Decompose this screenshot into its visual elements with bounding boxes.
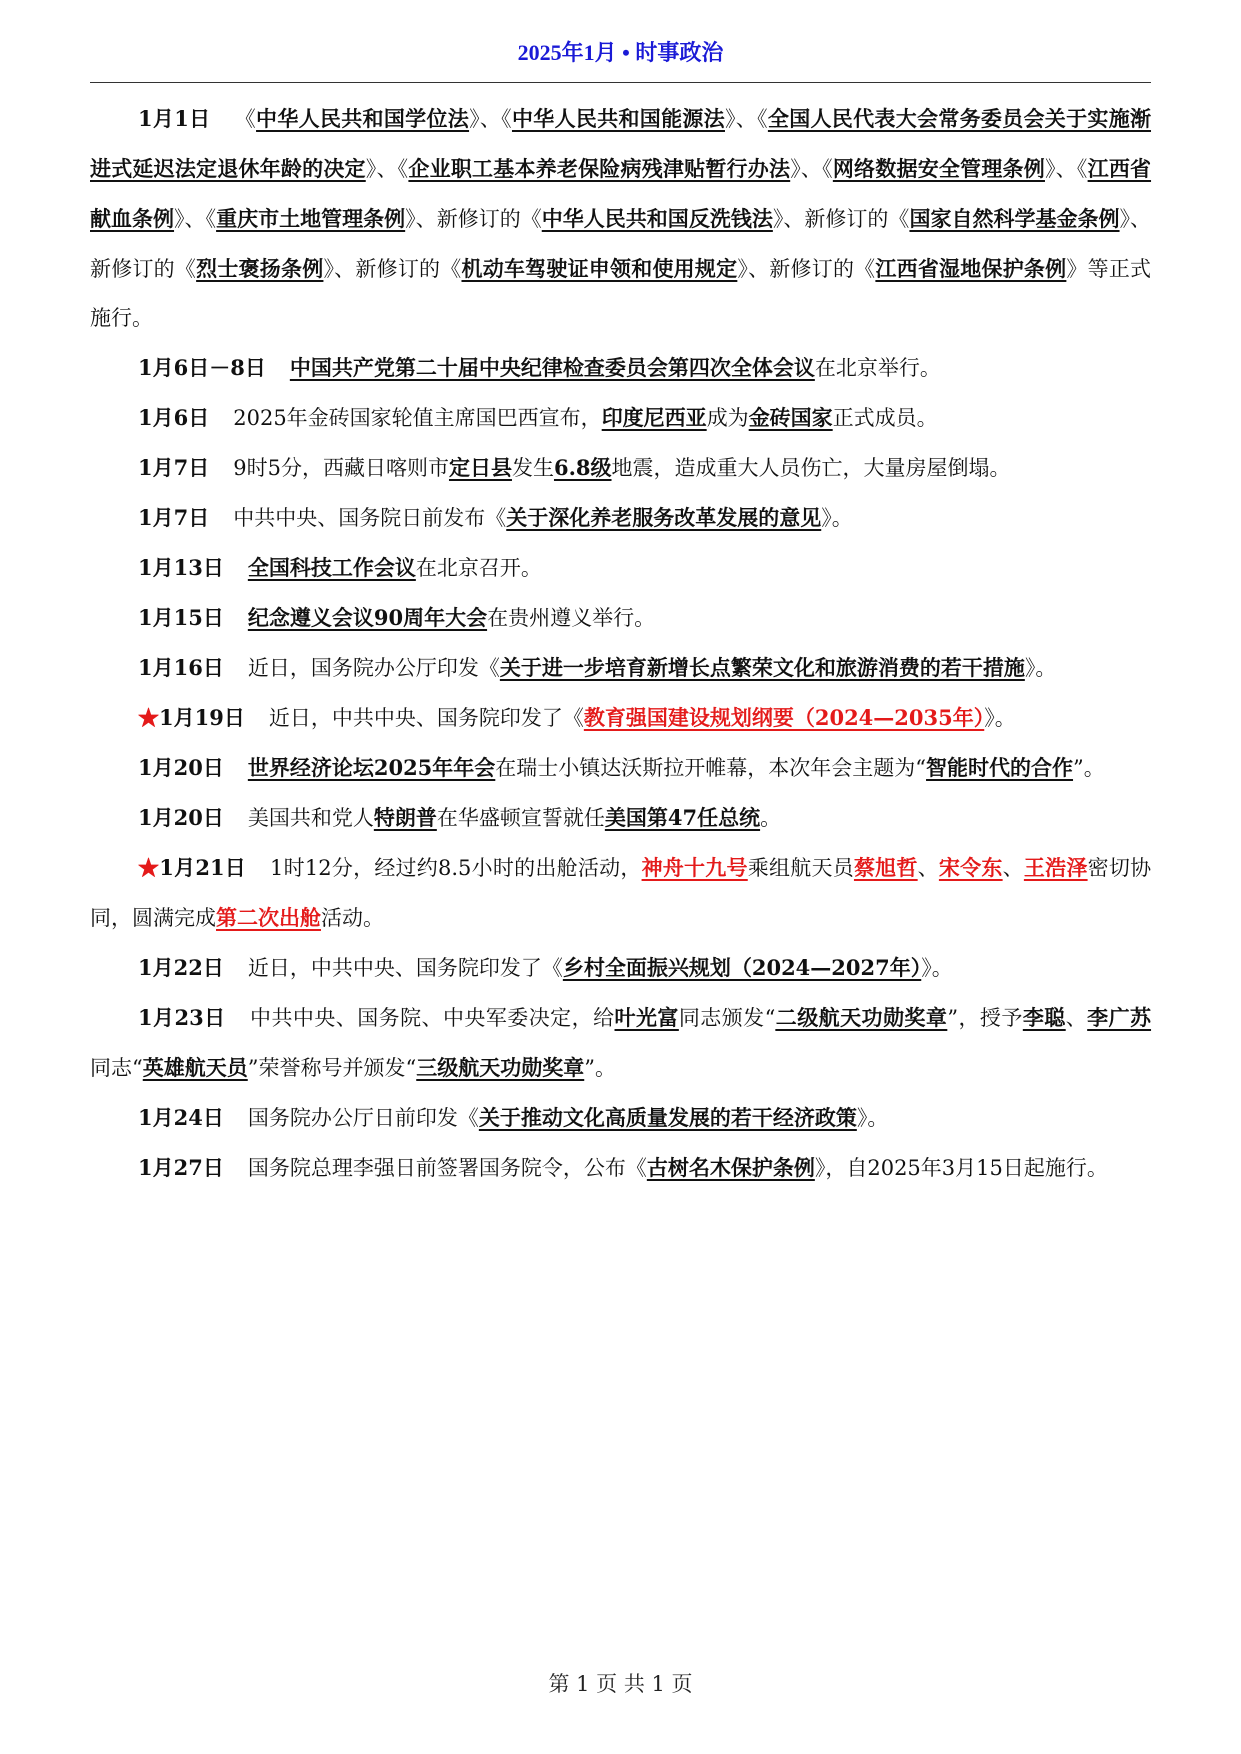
keyword: 关于进一步培育新增长点繁荣文化和旅游消费的若干措施: [499, 655, 1025, 680]
entry-date: 1月1日: [138, 106, 211, 131]
entry-text: 2025年金砖国家轮值主席国巴西宣布，: [233, 406, 602, 430]
keyword: 江西省献血条例: [90, 156, 1152, 231]
news-entry: [90, 843, 1151, 943]
keyword: 机动车驾驶证申领和使用规定: [461, 256, 738, 281]
keyword: 重庆市土地管理条例: [216, 206, 406, 231]
keyword: 三级航天功勋奖章: [416, 1055, 585, 1080]
news-entry: [90, 743, 1151, 793]
entry-text: 在华盛顿宣誓就任: [436, 806, 605, 830]
entry-text: 同志“: [90, 1056, 143, 1080]
news-entry: [90, 343, 1151, 393]
entry-text: 在瑞士小镇达沃斯拉开帷幕，本次年会主题为“: [495, 756, 927, 780]
entry-text: 》。: [821, 506, 853, 530]
entry-text: 活动。: [321, 906, 384, 930]
news-entry: [90, 643, 1151, 693]
entry-text: 中共中央、国务院、中央军委决定，给: [249, 1006, 615, 1030]
keyword: 中华人民共和国能源法: [511, 106, 725, 131]
keyword: 6.8级: [553, 455, 612, 480]
keyword: 关于推动文化高质量发展的若干经济政策: [478, 1105, 857, 1130]
entry-text: 、: [1002, 856, 1024, 880]
news-entry: [90, 1143, 1151, 1193]
news-entry: [90, 543, 1151, 593]
header-divider: [90, 82, 1151, 83]
entry-date: 1月15日: [138, 605, 224, 630]
keyword: 企业职工基本养老保险病残津贴暂行办法: [408, 156, 791, 181]
entry-text: 》、《: [365, 157, 409, 181]
entry-text: 》，自2025年3月15日起施行。: [814, 1156, 1108, 1180]
entry-text: 在贵州遵义举行。: [487, 606, 656, 630]
keyword: 印度尼西亚: [601, 405, 707, 430]
keyword: 李广苏: [1087, 1005, 1152, 1030]
entry-date: 1月23日: [138, 1005, 226, 1030]
keyword: 蔡旭哲: [853, 855, 918, 880]
entry-date: 1月20日: [138, 805, 224, 830]
keyword: 特朗普: [373, 805, 437, 830]
entry-text: 》、《: [469, 107, 512, 131]
entry-date: 1月7日: [138, 505, 210, 530]
entry-text: 同志颁发“: [678, 1006, 776, 1030]
entry-date: 1月27日: [138, 1155, 224, 1180]
entry-text: 、: [1065, 1006, 1088, 1030]
entry-text: ”。: [584, 1056, 616, 1080]
entry-text: 》。: [1024, 656, 1057, 680]
entry-text: 国务院办公厅日前印发《: [247, 1106, 479, 1130]
entry-text: ”，授予: [947, 1006, 1023, 1030]
page-header-title: 2025年1月 • 时事政治: [517, 40, 724, 65]
keyword: 金砖国家: [748, 405, 833, 430]
keyword: 李聪: [1022, 1005, 1066, 1030]
keyword: 二级航天功勋奖章: [775, 1005, 948, 1030]
entry-text: 》、《: [174, 207, 217, 231]
entry-date: 1月19日: [159, 705, 245, 730]
entry-date: 1月22日: [138, 955, 224, 980]
keyword: 教育强国建设规划纲要（2024—2035年）: [583, 705, 985, 730]
keyword: 第二次出舱: [216, 905, 321, 930]
news-entry: [90, 793, 1151, 843]
keyword: 定日县: [448, 455, 512, 480]
entry-text: ”。: [1073, 756, 1105, 780]
entry-text: 》。: [921, 956, 953, 980]
entry-text: 》、《: [724, 107, 768, 131]
news-entry: [90, 94, 1151, 343]
entry-date: 1月20日: [138, 755, 224, 780]
news-entry: [90, 943, 1151, 993]
page-footer: 第 1 页 共 1 页: [548, 1672, 693, 1696]
entry-date: 1月16日: [138, 655, 224, 680]
keyword: 烈士褒扬条例: [196, 256, 324, 281]
keyword: 江西省湿地保护条例: [875, 256, 1067, 281]
entry-text: 》。: [984, 706, 1016, 730]
entry-text: 近日，国务院办公厅印发《: [247, 656, 500, 680]
news-entry: [90, 1093, 1151, 1143]
news-entry: [90, 443, 1151, 493]
entry-text: 9时5分，西藏日喀则市: [233, 456, 449, 480]
entry-text: 美国共和党人: [247, 806, 374, 830]
keyword: 世界经济论坛2025年年会: [247, 755, 496, 780]
entry-text: 密切协同，圆满完成: [90, 856, 1152, 930]
keyword: 关于深化养老服务改革发展的意见: [506, 505, 822, 530]
entry-text: 近日，中共中央、国务院印发了《: [268, 706, 584, 730]
entry-text: 成为: [706, 406, 749, 430]
entry-text: 》、新修订的《: [90, 207, 1152, 281]
keyword: 叶光富: [614, 1005, 679, 1030]
keyword: 乡村全面振兴规划（2024—2027年）: [562, 955, 922, 980]
news-entry: [90, 993, 1151, 1093]
keyword: 智能时代的合作: [926, 755, 1074, 780]
news-entry: [90, 693, 1151, 743]
entry-text: 发生: [511, 456, 554, 480]
keyword: 中国共产党第二十届中央纪律检查委员会第四次全体会议: [289, 355, 815, 380]
entry-text: 》、新修订的《: [737, 257, 876, 281]
entry-text: 1时12分，经过约8.5小时的出舱活动，: [270, 856, 642, 880]
news-entry-list: [90, 94, 1151, 1193]
entry-text: 》等正式施行。: [90, 257, 1152, 330]
keyword: 美国第47任总统: [604, 805, 761, 830]
entry-text: 》、新修订的《: [323, 257, 462, 281]
entry-text: 》、《: [1044, 157, 1088, 181]
entry-text: 《: [234, 107, 257, 131]
keyword: 纪念遵义会议90周年大会: [247, 605, 488, 630]
entry-text: 乘组航天员: [747, 856, 854, 880]
keyword: 中华人民共和国学位法: [256, 106, 470, 131]
entry-text: 、: [917, 856, 939, 880]
star-icon: ★: [138, 705, 159, 730]
keyword: 网络数据安全管理条例: [832, 156, 1045, 181]
entry-text: 正式成员。: [832, 406, 938, 430]
entry-text: ”荣誉称号并颁发“: [247, 1056, 417, 1080]
keyword: 全国人民代表大会常务委员会关于实施渐进式延迟法定退休年龄的决定: [90, 106, 1152, 181]
entry-text: 。: [760, 806, 782, 830]
entry-text: 地震，造成重大人员伤亡，大量房屋倒塌。: [611, 456, 1011, 480]
keyword: 全国科技工作会议: [247, 555, 416, 580]
keyword: 中华人民共和国反洗钱法: [541, 206, 773, 231]
entry-text: 在北京举行。: [814, 356, 941, 380]
entry-text: 国务院总理李强日前签署国务院令，公布《: [247, 1156, 647, 1180]
entry-date: 1月21日: [159, 855, 247, 880]
entry-text: 》。: [856, 1106, 889, 1130]
entry-text: 在北京召开。: [415, 556, 542, 580]
keyword: 神舟十九号: [641, 855, 748, 880]
news-entry: [90, 593, 1151, 643]
keyword: 英雄航天员: [142, 1055, 248, 1080]
star-icon: ★: [138, 855, 160, 880]
entry-text: 》、《: [790, 157, 833, 181]
entry-date: 1月6日－8日: [138, 355, 266, 380]
keyword: 国家自然科学基金条例: [909, 206, 1120, 231]
entry-text: 近日，中共中央、国务院印发了《: [247, 956, 563, 980]
keyword: 古树名木保护条例: [646, 1155, 815, 1180]
keyword: 王浩泽: [1023, 855, 1088, 880]
keyword: 宋令东: [938, 855, 1003, 880]
entry-date: 1月13日: [138, 555, 224, 580]
entry-date: 1月7日: [138, 455, 210, 480]
news-entry: [90, 393, 1151, 443]
entry-text: 》、新修订的《: [772, 207, 910, 231]
entry-text: 中共中央、国务院日前发布《: [233, 506, 507, 530]
entry-text: 》、新修订的《: [405, 207, 542, 231]
news-entry: [90, 493, 1151, 543]
entry-date: 1月6日: [138, 405, 210, 430]
entry-date: 1月24日: [138, 1105, 224, 1130]
